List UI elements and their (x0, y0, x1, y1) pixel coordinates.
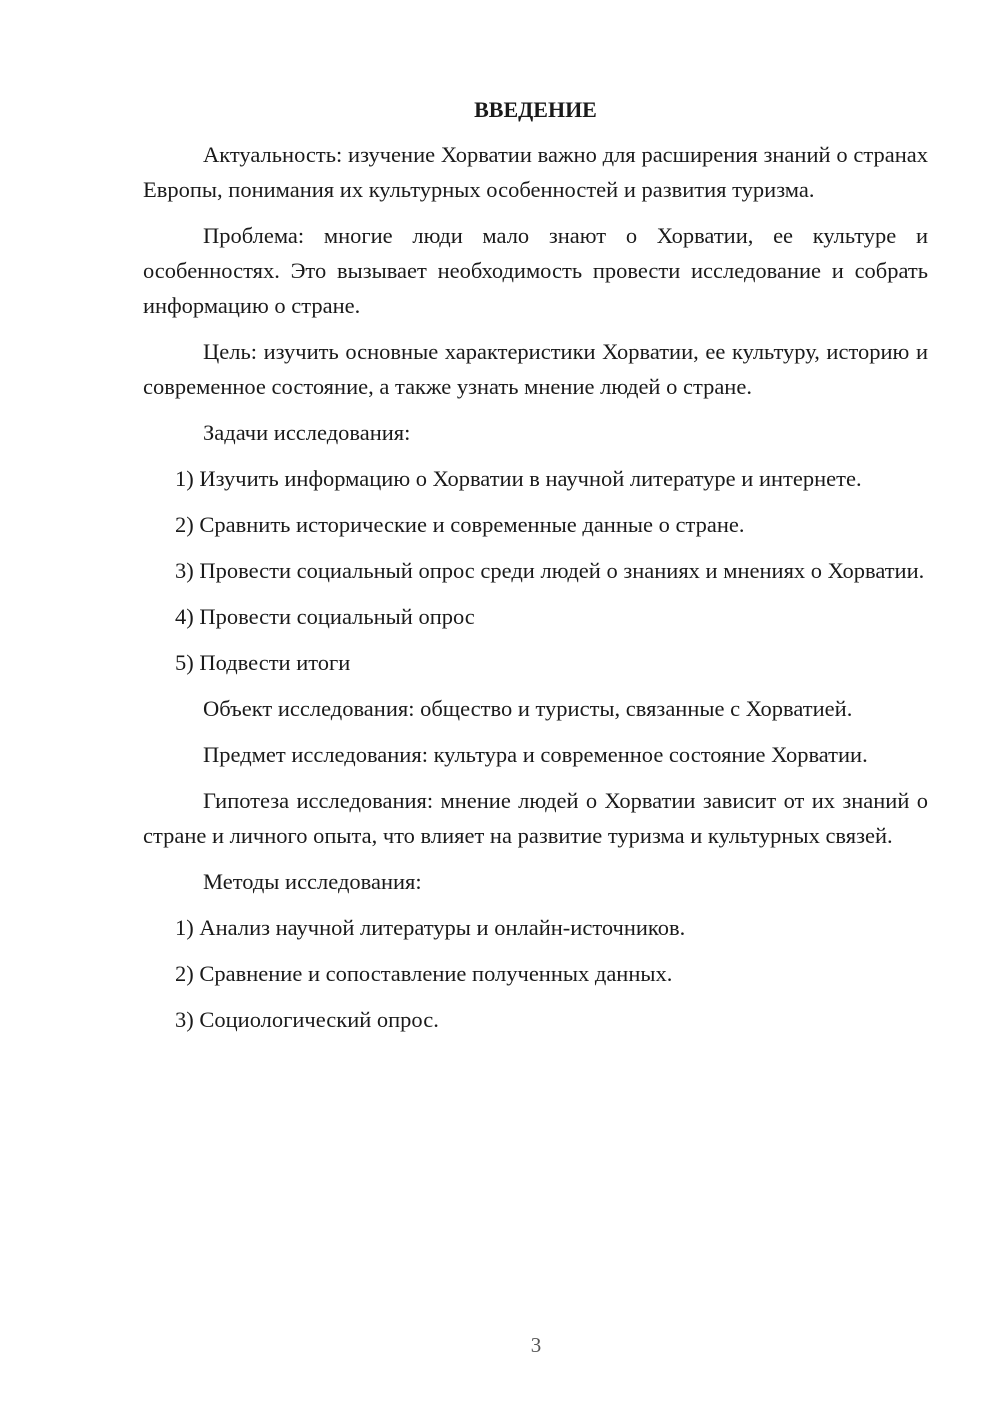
methods-heading: Методы исследования: (203, 869, 422, 894)
goal-paragraph: Цель: изучить основные характеристики Хорватии, ее культуру, историю и современное состояние, а также узнать мнение людей о стране. (143, 339, 928, 399)
object-paragraph: Объект исследования: общество и туристы, связанные с Хорватией. (203, 696, 853, 721)
subject-paragraph: Предмет исследования: культура и современное состояние Хорватии. (203, 742, 868, 767)
page-number: 3 (530, 1333, 542, 1357)
document-page (143, 92, 928, 1048)
task-item-4: 4) Провести социальный опрос (175, 604, 475, 629)
task-item-2: 2) Сравнить исторические и современные данные о стране. (175, 512, 745, 537)
section-title: ВВЕДЕНИЕ (474, 97, 597, 122)
method-item-2: 2) Сравнение и сопоставление полученных данных. (175, 961, 673, 986)
task-item-1: 1) Изучить информацию о Хорватии в научной литературе и интернете. (175, 466, 862, 491)
problem-paragraph: Проблема: многие люди мало знают о Хорватии, ее культуре и особенностях. Это вызывает необходимость провести исследование и собрать информацию о стране. (143, 223, 928, 318)
hypothesis-paragraph: Гипотеза исследования: мнение людей о Хорватии зависит от их знаний о стране и личного опыта, что влияет на развитие туризма и культурных связей. (143, 788, 928, 848)
method-item-3: 3) Социологический опрос. (175, 1007, 439, 1032)
task-item-3: 3) Провести социальный опрос среди людей о знаниях и мнениях о Хорватии. (175, 558, 925, 583)
task-item-5: 5) Подвести итоги (175, 650, 351, 675)
tasks-heading: Задачи исследования: (203, 420, 411, 445)
method-item-1: 1) Анализ научной литературы и онлайн-источников. (175, 915, 686, 940)
relevance-paragraph: Актуальность: изучение Хорватии важно для расширения знаний о странах Европы, понимания их культурных особенностей и развития туризма. (143, 142, 928, 202)
